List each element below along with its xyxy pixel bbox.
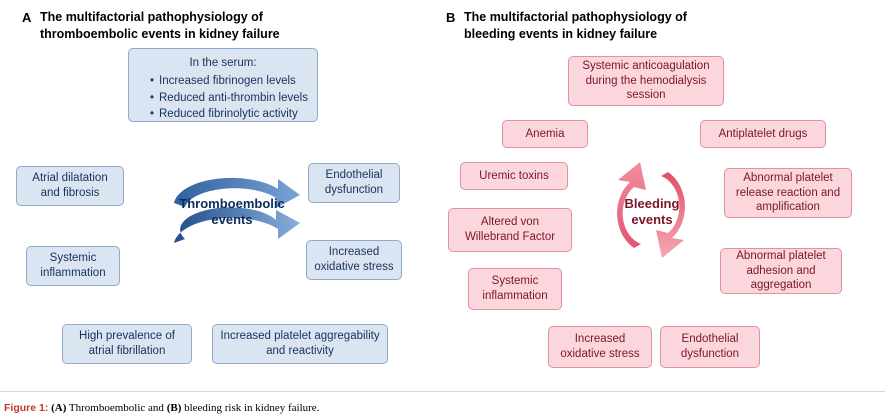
panel-a-title: The multifactorial pathophysiology of thromboembolic events in kidney failure bbox=[40, 10, 280, 41]
serum-box bbox=[128, 48, 318, 122]
factor-anemia: Anemia bbox=[502, 120, 588, 148]
figure-label: Figure 1: bbox=[4, 402, 49, 414]
factor-endothelial-dysfunction-b: Endothelial dysfunction bbox=[660, 326, 760, 368]
serum-list bbox=[138, 73, 308, 122]
factor-von-willebrand: Altered von Willebrand Factor bbox=[448, 208, 572, 252]
factor-endothelial-dysfunction: Endothelial dysfunction bbox=[308, 163, 400, 203]
panel-b-title: The multifactorial pathophysiology of bleeding events in kidney failure bbox=[464, 10, 687, 41]
caption-part-b: (B) bbox=[166, 402, 182, 414]
center-line-2: events bbox=[211, 212, 253, 228]
panel-b-letter: B bbox=[446, 10, 456, 25]
caption-text-a: Thromboembolic and bbox=[66, 402, 167, 414]
thromboembolic-center-label bbox=[162, 196, 302, 229]
factor-atrial-fibrillation: High prevalence of atrial fibrillation bbox=[62, 324, 192, 364]
factor-increased-oxidative-stress-b: Increased oxidative stress bbox=[548, 326, 652, 368]
center-line-1: Thromboembolic bbox=[179, 196, 285, 211]
serum-item: • Reduced anti-thrombin levels bbox=[150, 90, 308, 106]
serum-heading: In the serum: bbox=[189, 57, 257, 69]
caption-part-a: (A) bbox=[51, 402, 67, 414]
caption-divider bbox=[0, 391, 885, 392]
factor-uremic-toxins: Uremic toxins bbox=[460, 162, 568, 190]
factor-systemic-anticoagulation: Systemic anticoagulation during the hemodialysis session bbox=[568, 56, 724, 106]
caption-text-b: bleeding risk in kidney failure. bbox=[181, 402, 320, 414]
center-line-1: Bleeding bbox=[624, 196, 680, 211]
center-line-2: events bbox=[631, 212, 673, 228]
factor-antiplatelet-drugs: Antiplatelet drugs bbox=[700, 120, 826, 148]
figure-caption bbox=[4, 402, 319, 414]
factor-platelet-aggregability: Increased platelet aggregability and reactivity bbox=[212, 324, 388, 364]
factor-systemic-inflammation-b: Systemic inflammation bbox=[468, 268, 562, 310]
factor-abnormal-platelet-adhesion: Abnormal platelet adhesion and aggregation bbox=[720, 248, 842, 294]
panel-a-letter: A bbox=[22, 10, 32, 25]
serum-item: • Reduced fibrinolytic activity bbox=[150, 106, 308, 122]
factor-increased-oxidative-stress: Increased oxidative stress bbox=[306, 240, 402, 280]
factor-systemic-inflammation: Systemic inflammation bbox=[26, 246, 120, 286]
factor-atrial-dilatation: Atrial dilatation and fibrosis bbox=[16, 166, 124, 206]
bleeding-center-label bbox=[602, 196, 702, 229]
serum-item: • Increased fibrinogen levels bbox=[150, 73, 308, 89]
factor-abnormal-platelet-release: Abnormal platelet release reaction and amplification bbox=[724, 168, 852, 218]
